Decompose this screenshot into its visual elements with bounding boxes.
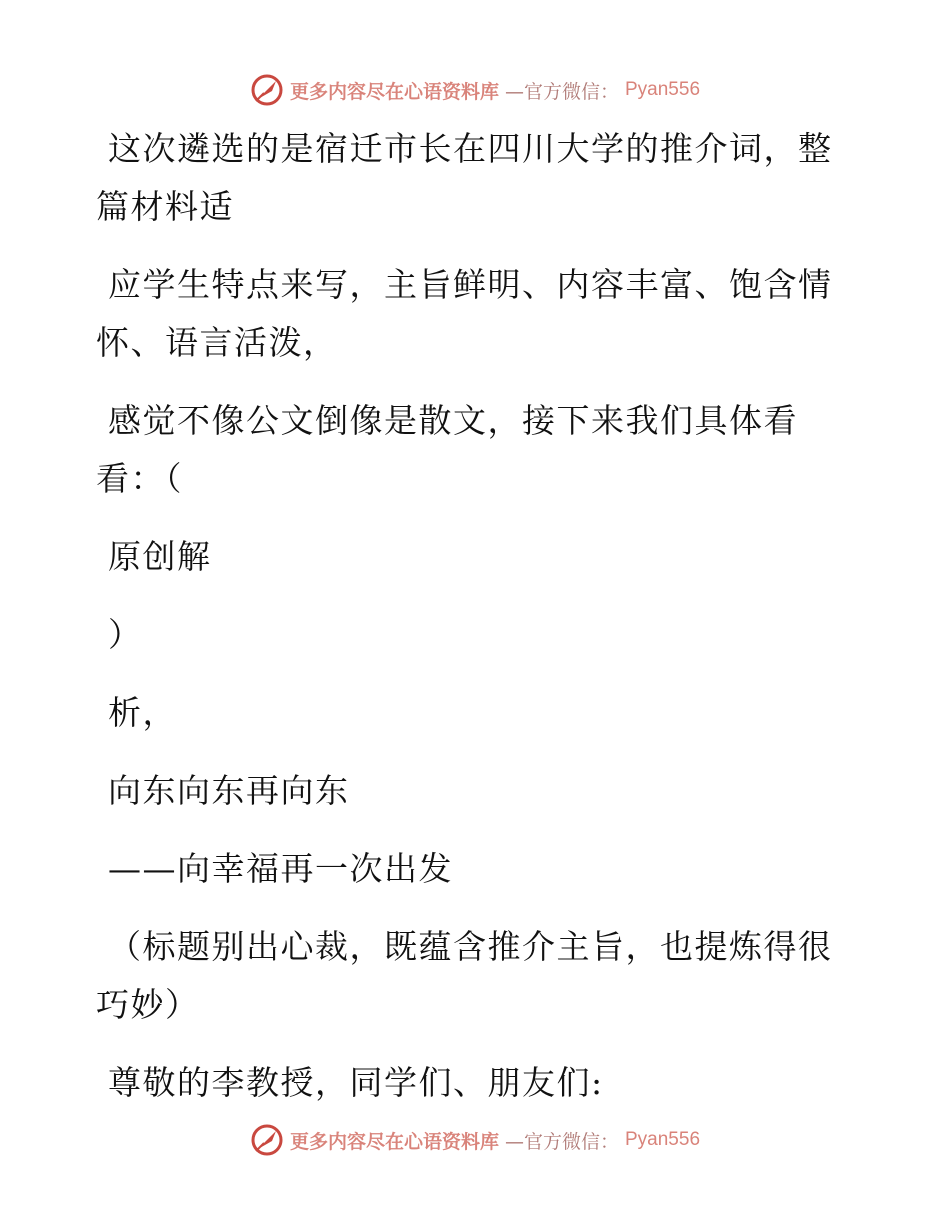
paragraph: 析， <box>108 693 177 732</box>
paragraph: 向东向东再向东 <box>108 771 350 810</box>
quill-logo-icon <box>250 1123 284 1157</box>
paragraph: ——向幸福再一次出发 <box>108 849 453 888</box>
watermark-sub-text: —官方微信： <box>504 80 619 103</box>
paragraph: 尊敬的李教授，同学们、朋友们: <box>108 1063 604 1102</box>
paragraph: 感觉不像公文倒像是散文，接下来我们具体看看：（ <box>96 401 798 498</box>
quill-logo-icon <box>250 73 284 107</box>
watermark-wechat-id: Pyan556 <box>625 79 701 100</box>
paragraph: ） <box>108 615 143 654</box>
watermark-main-text: 更多内容尽在心语资料库 <box>289 1130 499 1153</box>
paragraph: 应学生特点来写，主旨鲜明、内容丰富、饱含情怀、语言活泼， <box>96 265 833 362</box>
footer-watermark <box>0 1120 950 1160</box>
watermark-sub-text: —官方微信： <box>504 1130 619 1153</box>
header-watermark <box>0 70 950 110</box>
watermark-main-text: 更多内容尽在心语资料库 <box>289 80 499 103</box>
watermark-wechat-id: Pyan556 <box>625 1129 701 1150</box>
paragraph: 原创解 <box>108 537 212 576</box>
paragraph: （标题别出心裁，既蕴含推介主旨，也提炼得很巧妙） <box>96 927 833 1024</box>
document-body <box>96 120 836 1132</box>
paragraph: 这次遴选的是宿迁市长在四川大学的推介词，整篇材料适 <box>96 129 833 226</box>
